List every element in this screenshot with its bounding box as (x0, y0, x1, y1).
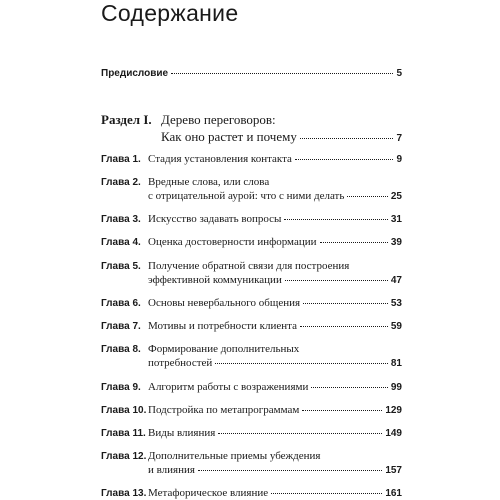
toc-entry-chapter-12-cont (148, 464, 402, 477)
chapter-page: 47 (390, 275, 402, 286)
chapter-label: Глава 7. (101, 321, 141, 332)
chapter-title-cont: и влияния (148, 464, 195, 476)
dot-leader (295, 159, 394, 160)
page-title: Содержание (101, 0, 239, 26)
chapter-label: Глава 8. (101, 344, 141, 355)
chapter-label: Глава 1. (101, 154, 141, 165)
chapter-page: 39 (390, 237, 402, 248)
toc-entry-chapter-8 (101, 343, 402, 356)
dot-leader (311, 387, 388, 388)
toc-entry-chapter-5 (101, 260, 402, 273)
dot-leader (302, 410, 382, 411)
chapter-title-cont: эффективной коммуникации (148, 274, 282, 286)
toc-entry-section (161, 129, 402, 147)
dot-leader (284, 219, 387, 220)
toc-entry-chapter-12 (101, 450, 402, 463)
dot-leader (347, 196, 388, 197)
chapter-label: Глава 5. (101, 261, 141, 272)
chapter-page: 9 (396, 154, 402, 165)
chapter-title: Алгоритм работы с возражениями (148, 381, 309, 393)
dot-leader (218, 433, 382, 434)
dot-leader (271, 493, 382, 494)
section-page: 7 (396, 133, 402, 144)
section-title-line1: Дерево переговоров: (161, 112, 276, 127)
chapter-label: Глава 10. (101, 405, 147, 416)
chapter-title: Виды влияния (148, 427, 216, 439)
chapter-title-cont: потребностей (148, 357, 213, 369)
toc-entry-chapter-2-cont (148, 190, 402, 203)
toc-entry-chapter-7 (101, 320, 402, 333)
dot-leader (300, 138, 394, 139)
dot-leader (320, 242, 388, 243)
dot-leader (171, 73, 393, 74)
chapter-page: 25 (390, 191, 402, 202)
dot-leader (303, 303, 388, 304)
chapter-label: Глава 11. (101, 428, 146, 439)
chapter-label: Глава 9. (101, 382, 141, 393)
chapter-label: Глава 2. (101, 177, 141, 188)
chapter-page: 53 (390, 298, 402, 309)
toc-entry-chapter-3 (101, 213, 402, 226)
chapter-title: Основы невербального общения (148, 297, 301, 309)
chapter-label: Глава 3. (101, 214, 141, 225)
chapter-title: Искусство задавать вопросы (148, 213, 282, 225)
toc-entry-chapter-5-cont (148, 274, 402, 287)
section-label (101, 112, 152, 128)
preface-page: 5 (396, 68, 402, 79)
chapter-page: 129 (385, 405, 402, 416)
chapter-title-cont: с отрицательной аурой: что с ними делать (148, 190, 345, 202)
toc-entry-chapter-4 (101, 236, 402, 249)
chapter-page: 81 (390, 358, 402, 369)
chapter-label: Глава 6. (101, 298, 141, 309)
chapter-label: Глава 4. (101, 237, 141, 248)
toc-entry-chapter-11 (101, 427, 402, 440)
chapter-title: Вредные слова, или слова (148, 176, 270, 188)
toc-entry-chapter-2 (101, 176, 402, 189)
preface-title: Предисловие (101, 68, 169, 79)
section-number: I. (143, 112, 152, 127)
chapter-title: Стадия установления контакта (148, 153, 292, 165)
chapter-page: 59 (390, 321, 402, 332)
chapter-title: Оценка достоверности информации (148, 236, 317, 248)
toc-entry-chapter-8-cont (148, 357, 402, 370)
chapter-title: Мотивы и потребности клиента (148, 320, 297, 332)
section-word: Раздел (101, 112, 141, 127)
chapter-page: 99 (390, 382, 402, 393)
section-title-line2: Как оно растет и почему (161, 129, 297, 144)
chapter-title: Подстройка по метапрограммам (148, 404, 300, 416)
chapter-title: Метафорическое влияние (148, 487, 269, 499)
dot-leader (215, 363, 388, 364)
toc-entry-chapter-10 (101, 404, 402, 417)
chapter-title: Получение обратной связи для построения (148, 260, 350, 272)
toc-entry-chapter-6 (101, 297, 402, 310)
toc-entry-chapter-13 (101, 487, 402, 500)
chapter-label: Глава 12. (101, 451, 147, 462)
chapter-title: Дополнительные приемы убеждения (148, 450, 321, 462)
dot-leader (285, 280, 388, 281)
chapter-title: Формирование дополнительных (148, 343, 300, 355)
chapter-page: 161 (385, 488, 402, 499)
chapter-page: 31 (390, 214, 402, 225)
chapter-label: Глава 13. (101, 488, 147, 499)
chapter-page: 149 (385, 428, 402, 439)
toc-entry-preface (101, 67, 402, 80)
dot-leader (198, 470, 382, 471)
chapter-page: 157 (385, 465, 402, 476)
dot-leader (300, 326, 388, 327)
toc-entry-chapter-1 (101, 153, 402, 166)
toc-entry-chapter-9 (101, 381, 402, 394)
